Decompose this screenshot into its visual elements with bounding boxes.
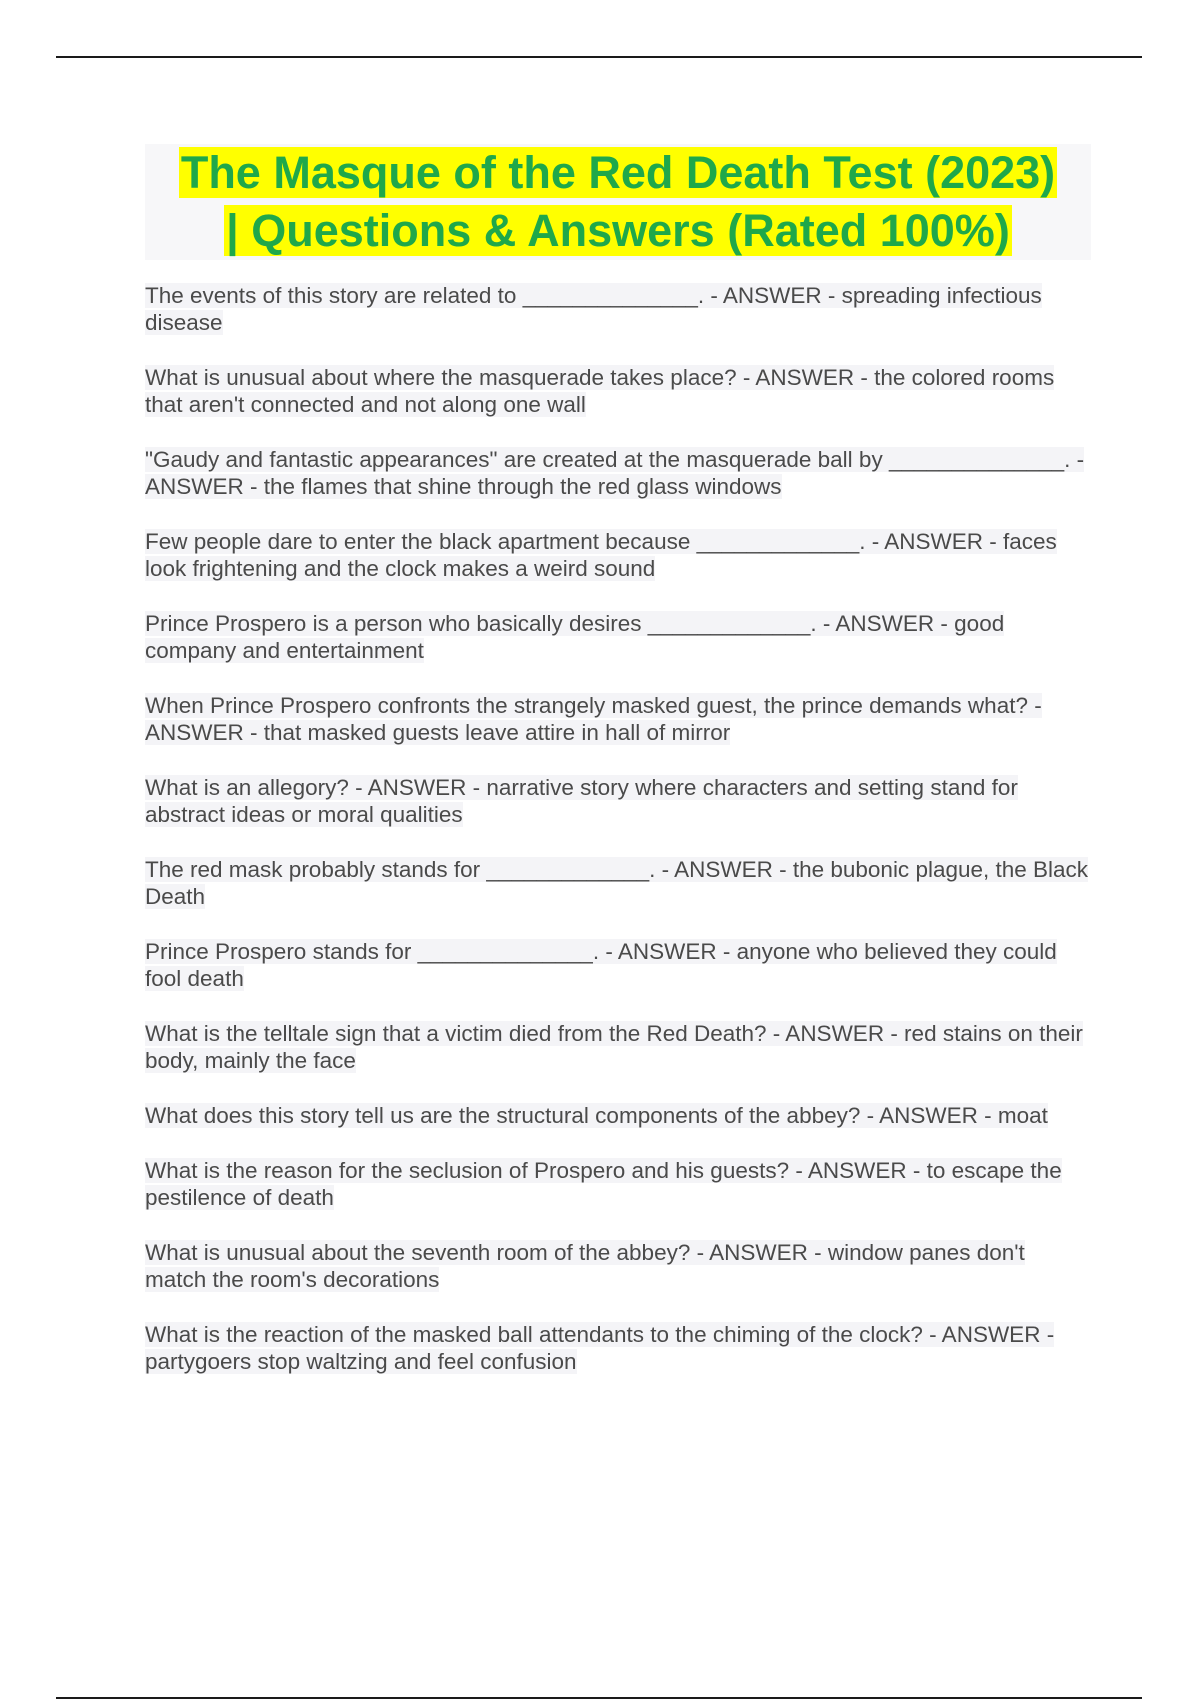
qa-text: Prince Prospero stands for ______________. - ANSWER - anyone who believed they could fool death [145, 939, 1057, 991]
qa-text: What is the telltale sign that a victim died from the Red Death? - ANSWER - red stains on their body, mainly the face [145, 1021, 1083, 1073]
qa-text: What is the reason for the seclusion of Prospero and his guests? - ANSWER - to escape the pestilence of death [145, 1158, 1062, 1210]
qa-item [145, 1157, 1091, 1211]
qa-item [145, 692, 1091, 746]
qa-item [145, 610, 1091, 664]
qa-text: What is unusual about the seventh room of the abbey? - ANSWER - window panes don't match the room's decorations [145, 1240, 1025, 1292]
qa-text: "Gaudy and fantastic appearances" are created at the masquerade ball by ______________. - ANSWER - the flames that shine through the red glass windows [145, 447, 1085, 499]
document-body [145, 144, 1091, 1403]
qa-item [145, 1102, 1091, 1129]
qa-item [145, 364, 1091, 418]
qa-text: When Prince Prospero confronts the strangely masked guest, the prince demands what? - ANSWER - that masked guests leave attire in hall of mirror [145, 693, 1042, 745]
qa-text: Few people dare to enter the black apartment because _____________. - ANSWER - faces look frightening and the clock makes a weird sound [145, 529, 1057, 581]
qa-item [145, 1321, 1091, 1375]
title-line-2: | Questions & Answers (Rated 100%) [226, 205, 1010, 256]
qa-list [145, 282, 1091, 1375]
qa-text: The events of this story are related to ______________. - ANSWER - spreading infectious disease [145, 283, 1042, 335]
qa-item [145, 938, 1091, 992]
qa-item [145, 1239, 1091, 1293]
qa-item [145, 1020, 1091, 1074]
qa-text: What is the reaction of the masked ball attendants to the chiming of the clock? - ANSWER - partygoers stop waltzing and feel confusion [145, 1322, 1055, 1374]
qa-item [145, 282, 1091, 336]
qa-item [145, 774, 1091, 828]
qa-text: What does this story tell us are the structural components of the abbey? - ANSWER - moat [145, 1103, 1048, 1128]
bottom-rule [56, 1697, 1142, 1699]
qa-text: What is an allegory? - ANSWER - narrative story where characters and setting stand for abstract ideas or moral qualities [145, 775, 1018, 827]
top-rule [56, 56, 1142, 58]
title-line-1: The Masque of the Red Death Test (2023) [180, 147, 1056, 198]
qa-text: What is unusual about where the masquerade takes place? - ANSWER - the colored rooms that aren't connected and not along one wall [145, 365, 1055, 417]
document-title [145, 144, 1091, 260]
qa-text: Prince Prospero is a person who basically desires _____________. - ANSWER - good company and entertainment [145, 611, 1005, 663]
qa-item [145, 528, 1091, 582]
qa-text: The red mask probably stands for _____________. - ANSWER - the bubonic plague, the Black Death [145, 857, 1089, 909]
qa-item [145, 856, 1091, 910]
qa-item [145, 446, 1091, 500]
